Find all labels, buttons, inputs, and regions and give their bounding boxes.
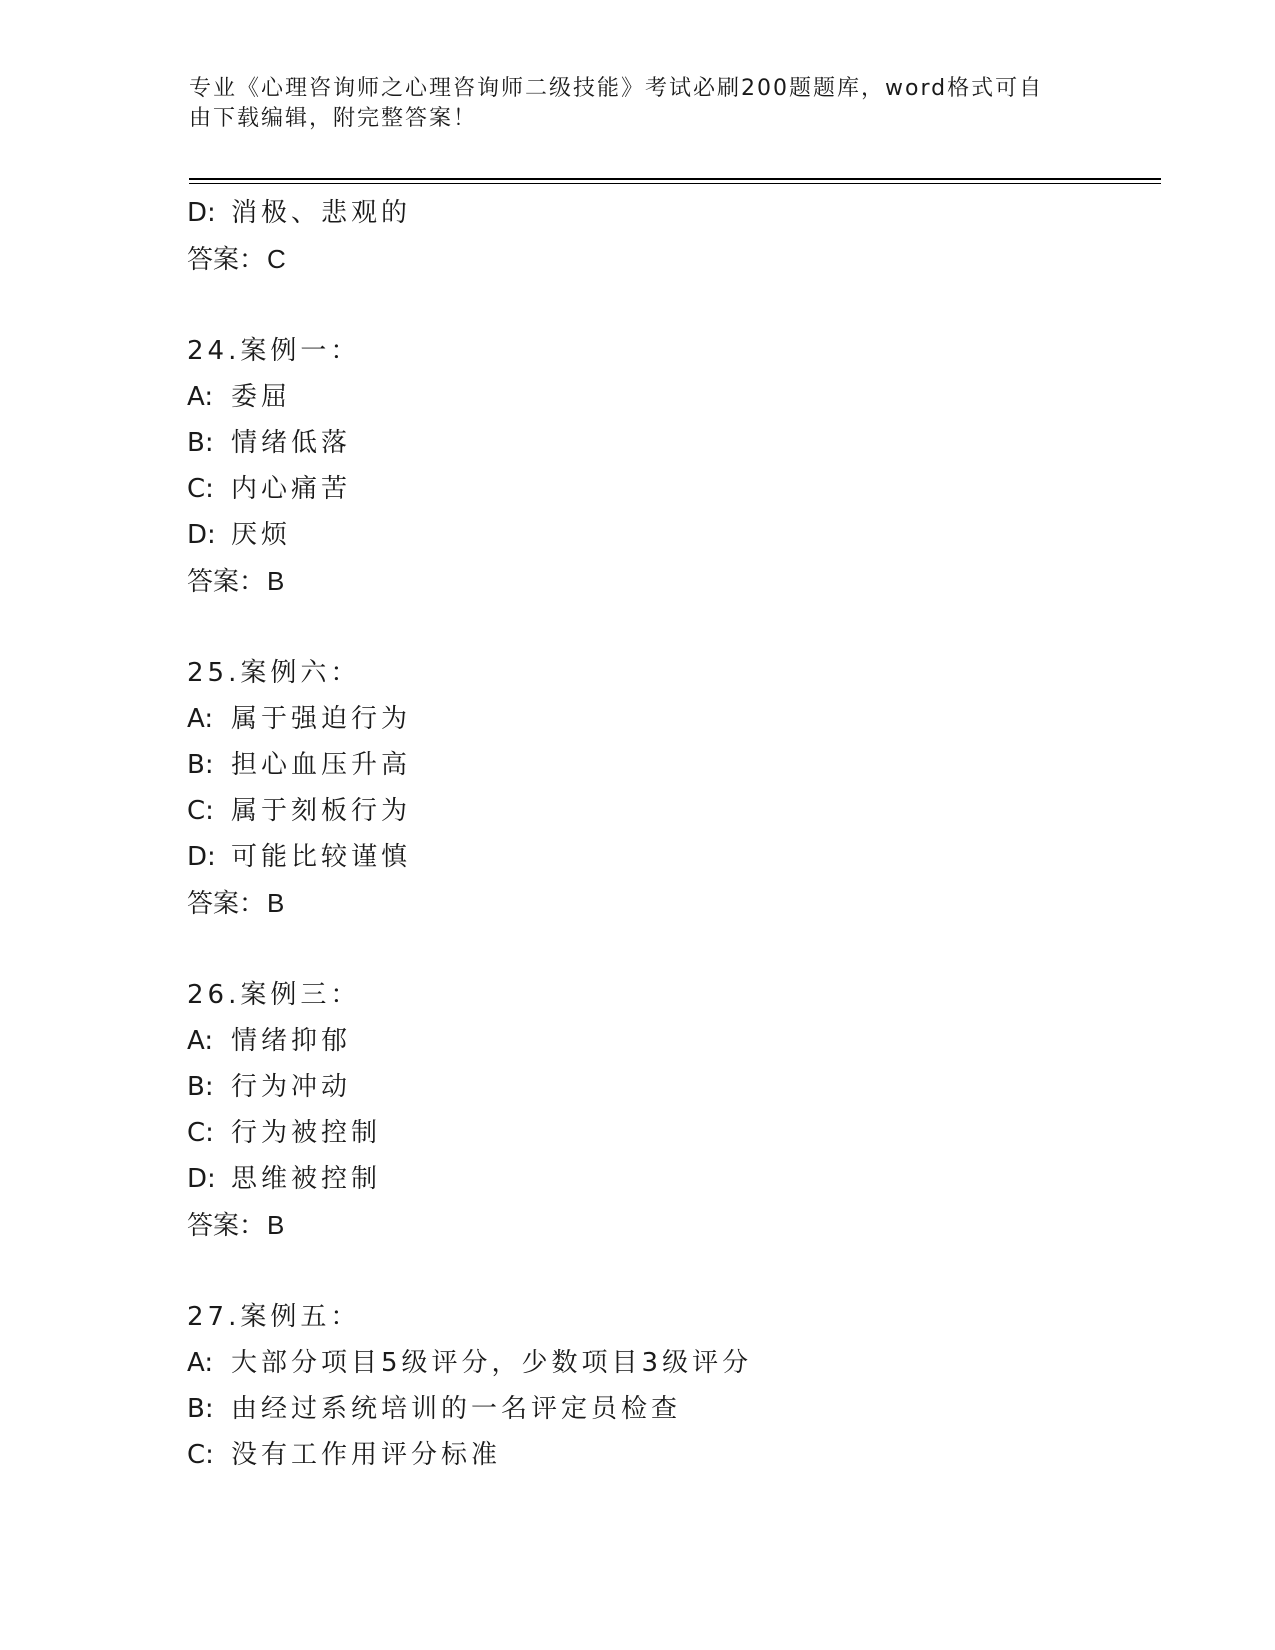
option-letter: D: bbox=[187, 520, 216, 550]
option-letter: D: bbox=[187, 198, 216, 228]
option-c bbox=[187, 466, 1147, 512]
header-divider-thin bbox=[189, 183, 1161, 184]
question-title: 24.案例一： bbox=[187, 336, 361, 366]
option-letter: B: bbox=[187, 1394, 214, 1424]
option-b bbox=[187, 1386, 1147, 1432]
option-letter: C: bbox=[187, 796, 214, 826]
spacer bbox=[187, 926, 1147, 972]
option-text: 行为冲动 bbox=[231, 1072, 352, 1102]
option-text: 情绪抑郁 bbox=[231, 1026, 352, 1056]
question-title: 27.案例五： bbox=[187, 1302, 361, 1332]
option-text: 思维被控制 bbox=[231, 1164, 382, 1194]
option-d bbox=[187, 1156, 1147, 1202]
option-d bbox=[187, 834, 1147, 880]
spacer bbox=[187, 282, 1147, 328]
answer-label: 答案： bbox=[187, 245, 266, 275]
header-divider-thick bbox=[189, 178, 1161, 180]
question-title: 25.案例六： bbox=[187, 658, 361, 688]
option-letter: C: bbox=[187, 474, 214, 504]
header-line-2: 由下载编辑，附完整答案！ bbox=[189, 106, 478, 131]
option-letter: D: bbox=[187, 842, 216, 872]
option-d bbox=[187, 190, 1147, 236]
answer-line bbox=[187, 1202, 1147, 1248]
answer-label: 答案： bbox=[187, 889, 266, 919]
spacer bbox=[187, 604, 1147, 650]
option-a bbox=[187, 374, 1147, 420]
option-text: 委屈 bbox=[231, 382, 292, 412]
option-letter: C: bbox=[187, 1118, 214, 1148]
option-text: 属于强迫行为 bbox=[231, 704, 412, 734]
option-letter: A: bbox=[187, 704, 214, 734]
answer-value: B bbox=[267, 566, 285, 596]
option-text: 可能比较谨慎 bbox=[231, 842, 412, 872]
option-text: 属于刻板行为 bbox=[231, 796, 412, 826]
option-b bbox=[187, 742, 1147, 788]
option-letter: C: bbox=[187, 1440, 214, 1470]
option-a bbox=[187, 1018, 1147, 1064]
option-a bbox=[187, 696, 1147, 742]
header-line-1: 专业《心理咨询师之心理咨询师二级技能》考试必刷200题题库，word格式可自 bbox=[189, 76, 1044, 101]
option-b bbox=[187, 1064, 1147, 1110]
answer-value: B bbox=[267, 1210, 285, 1240]
answer-value: C bbox=[267, 244, 286, 274]
answer-line bbox=[187, 880, 1147, 926]
option-text: 大部分项目5级评分，少数项目3级评分 bbox=[231, 1348, 753, 1378]
option-text: 消极、悲观的 bbox=[231, 198, 412, 228]
question-title: 26.案例三： bbox=[187, 980, 361, 1010]
answer-line bbox=[187, 558, 1147, 604]
option-text: 情绪低落 bbox=[231, 428, 352, 458]
answer-label: 答案： bbox=[187, 567, 266, 597]
answer-label: 答案： bbox=[187, 1211, 266, 1241]
page-header bbox=[189, 74, 1089, 134]
question-list bbox=[187, 190, 1147, 1478]
answer-value: B bbox=[267, 888, 285, 918]
option-text: 行为被控制 bbox=[231, 1118, 382, 1148]
option-letter: A: bbox=[187, 382, 214, 412]
option-letter: A: bbox=[187, 1348, 214, 1378]
option-d bbox=[187, 512, 1147, 558]
option-text: 厌烦 bbox=[231, 520, 292, 550]
option-c bbox=[187, 1110, 1147, 1156]
option-c bbox=[187, 1432, 1147, 1478]
answer-line bbox=[187, 236, 1147, 282]
option-letter: A: bbox=[187, 1026, 214, 1056]
option-letter: B: bbox=[187, 1072, 214, 1102]
option-c bbox=[187, 788, 1147, 834]
option-a bbox=[187, 1340, 1147, 1386]
option-text: 内心痛苦 bbox=[231, 474, 352, 504]
option-letter: B: bbox=[187, 428, 214, 458]
spacer bbox=[187, 1248, 1147, 1294]
option-text: 没有工作用评分标准 bbox=[231, 1440, 502, 1470]
option-letter: D: bbox=[187, 1164, 216, 1194]
option-letter: B: bbox=[187, 750, 214, 780]
option-text: 由经过系统培训的一名评定员检查 bbox=[231, 1394, 682, 1424]
option-text: 担心血压升高 bbox=[231, 750, 412, 780]
option-b bbox=[187, 420, 1147, 466]
